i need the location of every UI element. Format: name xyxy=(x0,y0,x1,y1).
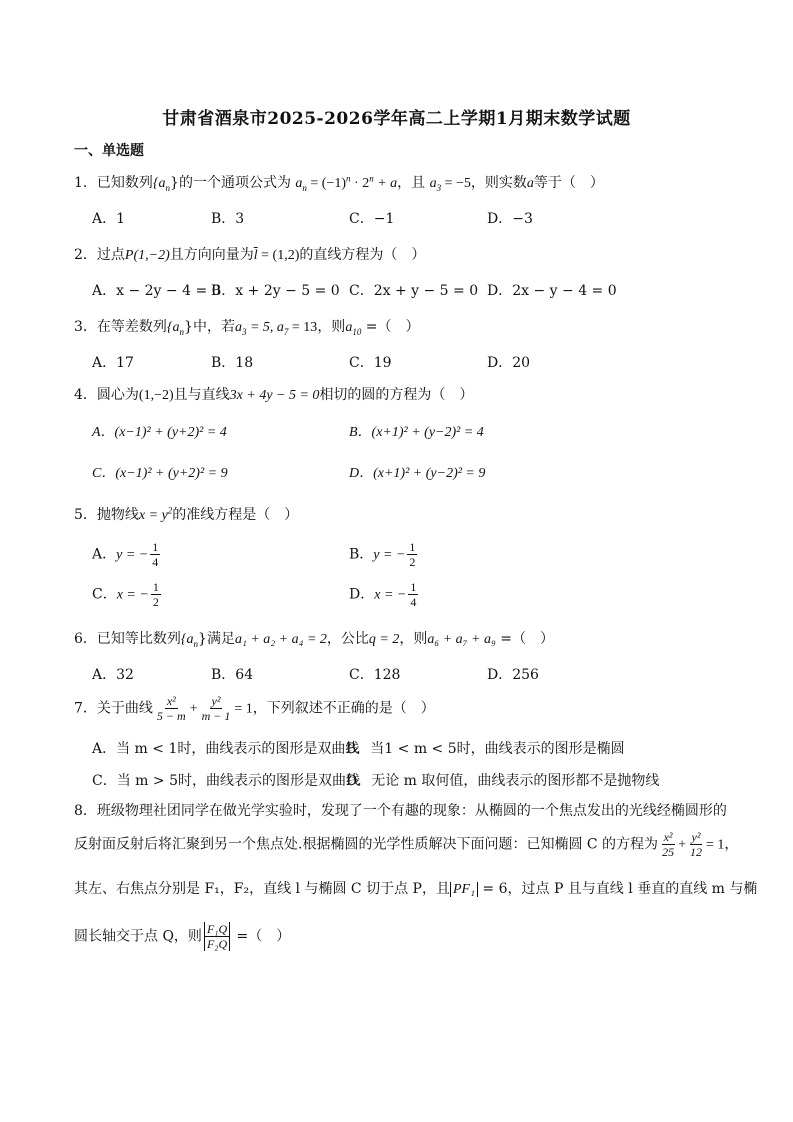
q5-prefix: 5．抛物线 xyxy=(74,507,139,523)
q4-option-d[interactable]: D．(x+1)² + (y−2)² = 9 xyxy=(349,466,486,481)
question-2 xyxy=(74,244,425,264)
q7-option-c[interactable]: C．当 m > 5时，曲线表示的图形是双曲线 xyxy=(92,773,360,789)
q4-center: (1,−2) xyxy=(138,388,174,403)
q6-mid2: ，公比 xyxy=(326,631,369,647)
q3-condition: $a_3 = 5$, $a_7 = 13$ xyxy=(234,320,318,337)
q7-option-b[interactable]: B．当1 < m < 5时，曲线表示的图形是椭圆 xyxy=(346,741,625,757)
q8-ratio: $\frac{\text{F₁Q}}{\text{F₂Q}}$ xyxy=(204,922,230,951)
q6-option-c[interactable]: C．128 xyxy=(349,667,401,683)
q6-option-d[interactable]: D．256 xyxy=(487,667,539,683)
q6-seq: {$a_n$ xyxy=(180,632,199,649)
q4-end: 相切的圆的方程为（ ） xyxy=(319,387,474,403)
question-5 xyxy=(74,504,298,524)
q5-curve: $x = y^2$ xyxy=(138,505,173,523)
q6-prefix: 6．已知等比数列 xyxy=(74,631,181,647)
q6-ask: a₆ + a₇ + a₉ xyxy=(427,632,496,647)
q7-end: ，下列叙述不正确的是（ ） xyxy=(252,700,435,717)
q2-vector: $\overline{l}$ xyxy=(253,248,258,263)
q1-formula: $a_n = (-1)^n \cdot 2^n + a$ xyxy=(295,173,398,193)
q8-fraction-2: $\frac{\text{y²}}{12}$ xyxy=(689,830,702,859)
q6-tail: ，则 xyxy=(399,631,428,647)
q8-fraction-1: $\frac{\text{x²}}{25}$ xyxy=(662,830,675,859)
q5-option-c-fraction: $\frac{1}{2}$ xyxy=(152,580,159,609)
q5-end: 的准线方程是（ ） xyxy=(172,507,299,523)
q1-var: a xyxy=(526,176,534,191)
q3-ask: $a_{10}$ xyxy=(345,320,362,337)
q5-option-b-fraction: $\frac{1}{2}$ xyxy=(409,540,416,569)
question-4 xyxy=(74,384,473,404)
q7-prefix: 7．关于曲线 xyxy=(74,700,153,717)
question-8-line-1: 8．班级物理社团同学在做光学实验时，发现了一个有趣的现象：从椭圆的一个焦点发出的光线经椭圆形的 xyxy=(74,803,727,819)
q3-option-c[interactable]: C．19 xyxy=(349,355,392,371)
q1-prefix: 1．已知数列 xyxy=(74,175,153,191)
q3-end: =（ ） xyxy=(361,319,420,335)
q2-option-c[interactable]: C．2x + y − 5 = 0 xyxy=(349,283,479,299)
q3-option-d[interactable]: D．20 xyxy=(487,355,531,371)
q6-option-b[interactable]: B．64 xyxy=(211,667,254,683)
q3-seq: {$a_n$ xyxy=(166,320,185,337)
q1-tail: ，则实数 xyxy=(470,175,527,191)
q8-abs: PF₁ xyxy=(450,882,478,897)
question-3 xyxy=(74,316,420,336)
q5-option-d[interactable]: D．x = − $\frac{1}{4}$ xyxy=(349,580,417,609)
q7-fraction-1: $\frac{\text{x²}}{5 - m}$ xyxy=(156,694,186,723)
q6-mid: }满足 xyxy=(198,631,235,647)
q2-vector-value: = (1,2) xyxy=(257,248,300,263)
q1-option-a[interactable]: A．1 xyxy=(92,211,126,227)
q2-end: 的直线方程为（ ） xyxy=(299,247,426,263)
q2-option-b[interactable]: B．x + 2y − 5 = 0 xyxy=(211,283,340,299)
q1-condition: $a_3 = -5$ xyxy=(429,176,471,193)
q1-comma: ，且 xyxy=(397,175,426,191)
q4-line: 3x + 4y − 5 = 0 xyxy=(229,388,320,403)
q1-mid: }的一个通项公式为 xyxy=(170,175,291,191)
question-7 xyxy=(74,694,435,723)
section-heading: 一、单选题 xyxy=(74,143,144,159)
q3-mid: }中，若 xyxy=(184,319,235,335)
q7-option-d[interactable]: D．无论 m 取何值，曲线表示的图形都不是抛物线 xyxy=(346,773,660,789)
q1-option-d[interactable]: D．−3 xyxy=(487,211,533,227)
question-1 xyxy=(74,172,604,192)
question-6 xyxy=(74,628,554,648)
q6-end: =（ ） xyxy=(495,631,555,647)
q2-point: P(1,−2) xyxy=(124,248,170,263)
q6-option-a[interactable]: A．32 xyxy=(92,667,134,683)
q7-plus: + xyxy=(189,701,198,717)
q2-mid: 且方向向量为 xyxy=(169,247,254,263)
q5-option-d-fraction: $\frac{1}{4}$ xyxy=(410,580,417,609)
q6-condition: a₁ + a₂ + a₄ = 2 xyxy=(234,632,327,647)
q4-prefix: 4．圆心为 xyxy=(74,387,139,403)
q3-prefix: 3．在等差数列 xyxy=(74,319,167,335)
q3-tail: ，则 xyxy=(317,319,346,335)
q3-option-b[interactable]: B．18 xyxy=(211,355,254,371)
q1-option-c[interactable]: C．−1 xyxy=(349,211,395,227)
q7-equals: = 1 xyxy=(234,701,253,717)
question-8-line-4: 圆长轴交于点 Q，则 $\frac{\text{F₁Q}}{\text{F₂Q}}$ =（ ） xyxy=(74,922,291,951)
q2-prefix: 2．过点 xyxy=(74,247,125,263)
q4-option-b[interactable]: B．(x+1)² + (y−2)² = 4 xyxy=(349,425,484,440)
q3-option-a[interactable]: A．17 xyxy=(92,355,134,371)
q7-option-a[interactable]: A．当 m < 1时，曲线表示的图形是双曲线 xyxy=(92,741,360,757)
q7-fraction-2: $\frac{\text{y²}}{m - 1}$ xyxy=(201,694,231,723)
question-8-line-2: 反射面反射后将汇聚到另一个焦点处.根据椭圆的光学性质解决下面问题：已知椭圆 C 的方程为 $\frac{\text{x²}}{25}$ + $\frac{\text{y²}}{12}$ = 1， xyxy=(74,830,739,859)
q6-ratio: q = 2 xyxy=(368,632,400,647)
q2-option-a[interactable]: A．x − 2y − 4 = 0 xyxy=(92,283,221,299)
question-8-line-3: 其左、右焦点分别是 F₁，F₂，直线 l 与椭圆 C 切于点 P，且 PF₁ = 6，过点 P 且与直线 l 垂直的直线 m 与椭 xyxy=(74,881,758,897)
q1-option-b[interactable]: B．3 xyxy=(211,211,245,227)
q5-option-b[interactable]: B．y = − $\frac{1}{2}$ xyxy=(349,540,416,569)
q2-option-d[interactable]: D．2x − y − 4 = 0 xyxy=(487,283,617,299)
q1-seq: {$a_n$ xyxy=(152,176,171,193)
page-title: 甘肃省酒泉市2025-2026学年高二上学期1月期末数学试题 xyxy=(162,109,631,129)
q5-option-a[interactable]: A．y = − $\frac{1}{4}$ xyxy=(92,540,159,569)
q4-mid: 且与直线 xyxy=(173,387,230,403)
q5-option-a-fraction: $\frac{1}{4}$ xyxy=(152,540,159,569)
q4-option-c[interactable]: C．(x−1)² + (y+2)² = 9 xyxy=(92,466,228,481)
q5-option-c[interactable]: C．x = − $\frac{1}{2}$ xyxy=(92,580,159,609)
q1-end: 等于（ ） xyxy=(533,175,604,191)
q4-option-a[interactable]: A．(x−1)² + (y+2)² = 4 xyxy=(92,425,227,440)
